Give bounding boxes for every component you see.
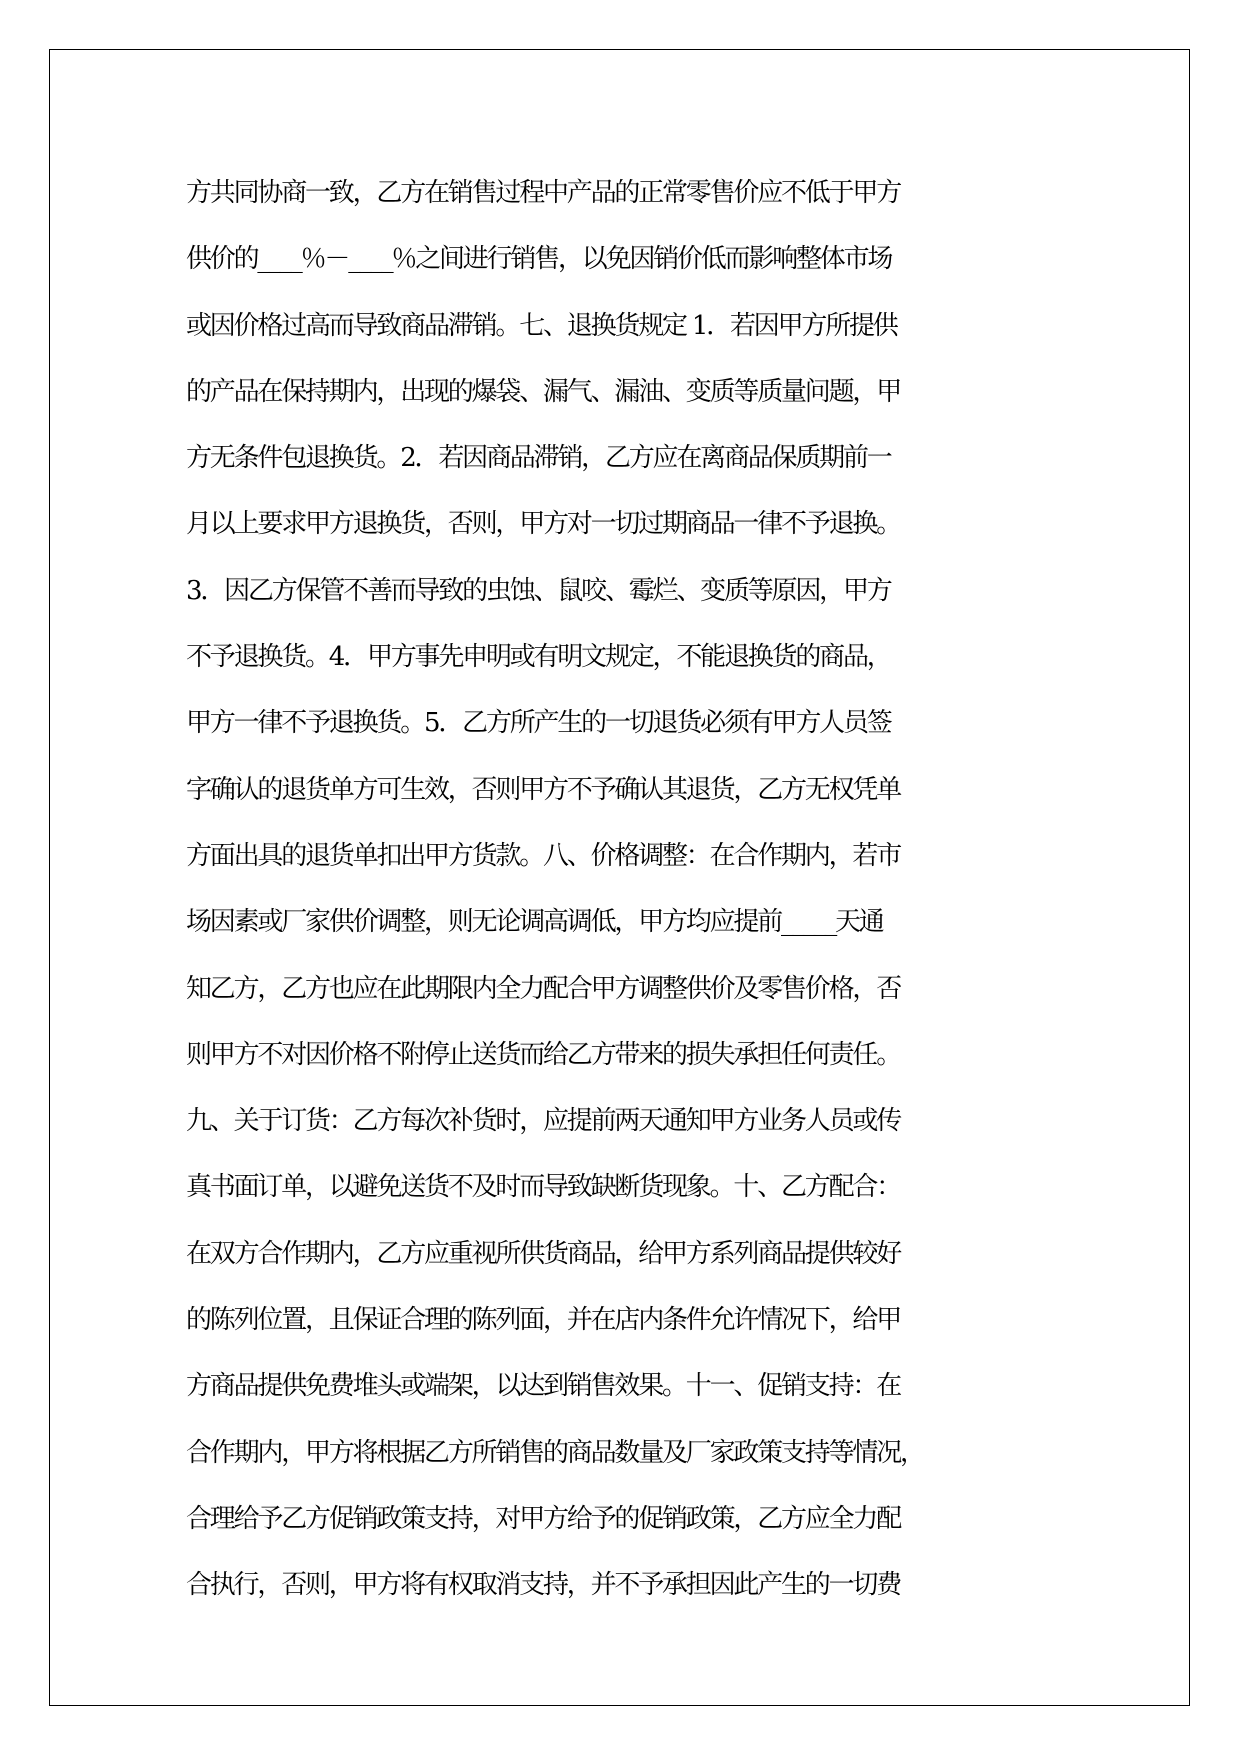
contract-body-text <box>186 160 1086 1619</box>
text-line-6: 月以上要求甲方退换货，否则，甲方对一切过期商品一律不予退换。 <box>186 509 901 540</box>
text-line-17: 在双方合作期内，乙方应重视所供货商品，给甲方系列商品提供较好 <box>186 1238 901 1269</box>
text-line-9: 甲方一律不予退换货。5．乙方所产生的一切退货必须有甲方人员签 <box>186 708 891 739</box>
text-line-1: 方共同协商一致，乙方在销售过程中产品的正常零售价应不低于甲方 <box>186 178 901 208</box>
text-line-14: 则甲方不对因价格不附停止送货而给乙方带来的损失承担任何责任。 <box>186 1039 901 1070</box>
text-line-8: 不予退换货。4．甲方事先申明或有明文规定，不能退换货的商品， <box>186 642 891 673</box>
text-line-5: 方无条件包退换货。2．若因商品滞销，乙方应在离商品保质期前一 <box>186 443 891 474</box>
text-line-19: 方商品提供免费堆头或端架，以达到销售效果。十一、促销支持：在 <box>186 1371 901 1402</box>
text-line-12: 场因素或厂家供价调整，则无论调高调低，甲方均应提前_____天通 <box>186 907 883 938</box>
text-line-11: 方面出具的退货单扣出甲方货款。八、价格调整：在合作期内，若市 <box>186 840 901 871</box>
text-line-16: 真书面订单，以避免送货不及时而导致缺断货现象。十、乙方配合： <box>186 1172 901 1203</box>
text-line-21: 合理给予乙方促销政策支持，对甲方给予的促销政策，乙方应全力配 <box>186 1503 901 1534</box>
text-line-18: 的陈列位置，且保证合理的陈列面，并在店内条件允许情况下，给甲 <box>186 1305 901 1336</box>
text-line-15: 九、关于订货：乙方每次补货时，应提前两天通知甲方业务人员或传 <box>186 1106 901 1137</box>
text-line-20: 合作期内，甲方将根据乙方所销售的商品数量及厂家政策支持等情况， <box>186 1437 924 1468</box>
text-line-22: 合执行，否则，甲方将有权取消支持，并不予承担因此产生的一切费 <box>186 1570 901 1601</box>
text-line-2: 供价的____％－____％之间进行销售，以免因销价低而影响整体市场 <box>186 244 892 275</box>
text-line-3: 或因价格过高而导致商品滞销。七、退换货规定 1．若因甲方所提供 <box>186 310 897 341</box>
text-line-4: 的产品在保持期内，出现的爆袋、漏气、漏油、变质等质量问题，甲 <box>186 376 901 407</box>
text-line-7: 3．因乙方保管不善而导致的虫蚀、鼠咬、霉烂、变质等原因，甲方 <box>186 575 891 606</box>
text-line-13: 知乙方，乙方也应在此期限内全力配合甲方调整供价及零售价格，否 <box>186 973 901 1004</box>
text-line-10: 字确认的退货单方可生效，否则甲方不予确认其退货，乙方无权凭单 <box>186 774 901 805</box>
